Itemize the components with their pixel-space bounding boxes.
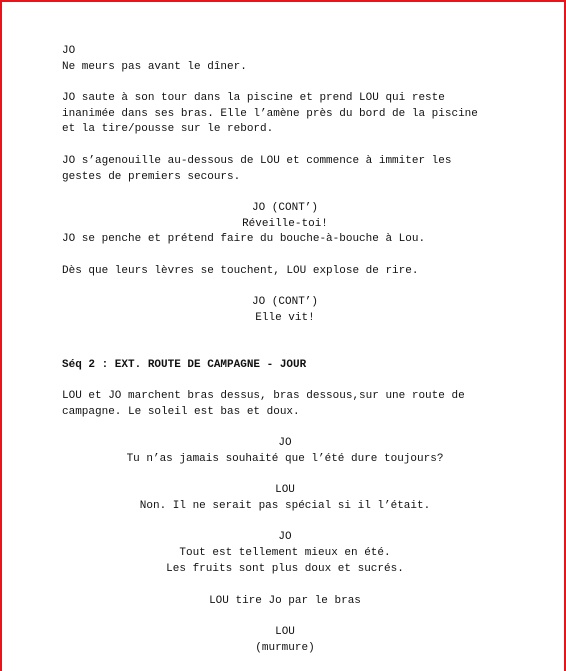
character-name: JO <box>278 531 292 543</box>
action-line: Dès que leurs lèvres se touchent, LOU explose de rire. <box>62 265 419 277</box>
character-name: LOU <box>275 484 295 496</box>
action-line: inanimée dans ses bras. Elle l’amène près du bord de la piscine <box>62 108 478 120</box>
parenthetical: (murmure) <box>255 642 315 654</box>
scene-heading: Séq 2 : EXT. ROUTE DE CAMPAGNE - JOUR <box>62 359 307 371</box>
action-line: JO s’agenouille au-dessous de LOU et commence à immiter les <box>62 155 452 167</box>
dialogue-line: Tu n’as jamais souhaité que l’été dure toujours? <box>126 453 444 465</box>
action-line: gestes de premiers secours. <box>62 171 241 183</box>
dialogue-line: Elle vit! <box>255 312 315 324</box>
dialogue-line: Réveille-toi! <box>242 218 328 230</box>
character-name: LOU <box>275 626 295 638</box>
action-line: LOU et JO marchent bras dessus, bras dessous,sur une route de <box>62 390 465 402</box>
dialogue-line: Les fruits sont plus doux et sucrés. <box>166 563 404 575</box>
character-name: JO (CONT’) <box>251 296 318 308</box>
dialogue-line: Ne meurs pas avant le dîner. <box>62 61 247 73</box>
character-name: JO (CONT’) <box>251 202 318 214</box>
action-line: JO saute à son tour dans la piscine et prend LOU qui reste <box>62 92 445 104</box>
dialogue-line: Tout est tellement mieux en été. <box>179 547 391 559</box>
action-line: LOU tire Jo par le bras <box>209 595 361 607</box>
action-line: JO se penche et prétend faire du bouche-à-bouche à Lou. <box>62 233 426 245</box>
dialogue-line: Non. Il ne serait pas spécial si il l’était. <box>139 500 431 512</box>
action-line: campagne. Le soleil est bas et doux. <box>62 406 300 418</box>
action-line: et la tire/pousse sur le rebord. <box>62 123 274 135</box>
character-name: JO <box>62 45 76 57</box>
character-name: JO <box>278 437 292 449</box>
